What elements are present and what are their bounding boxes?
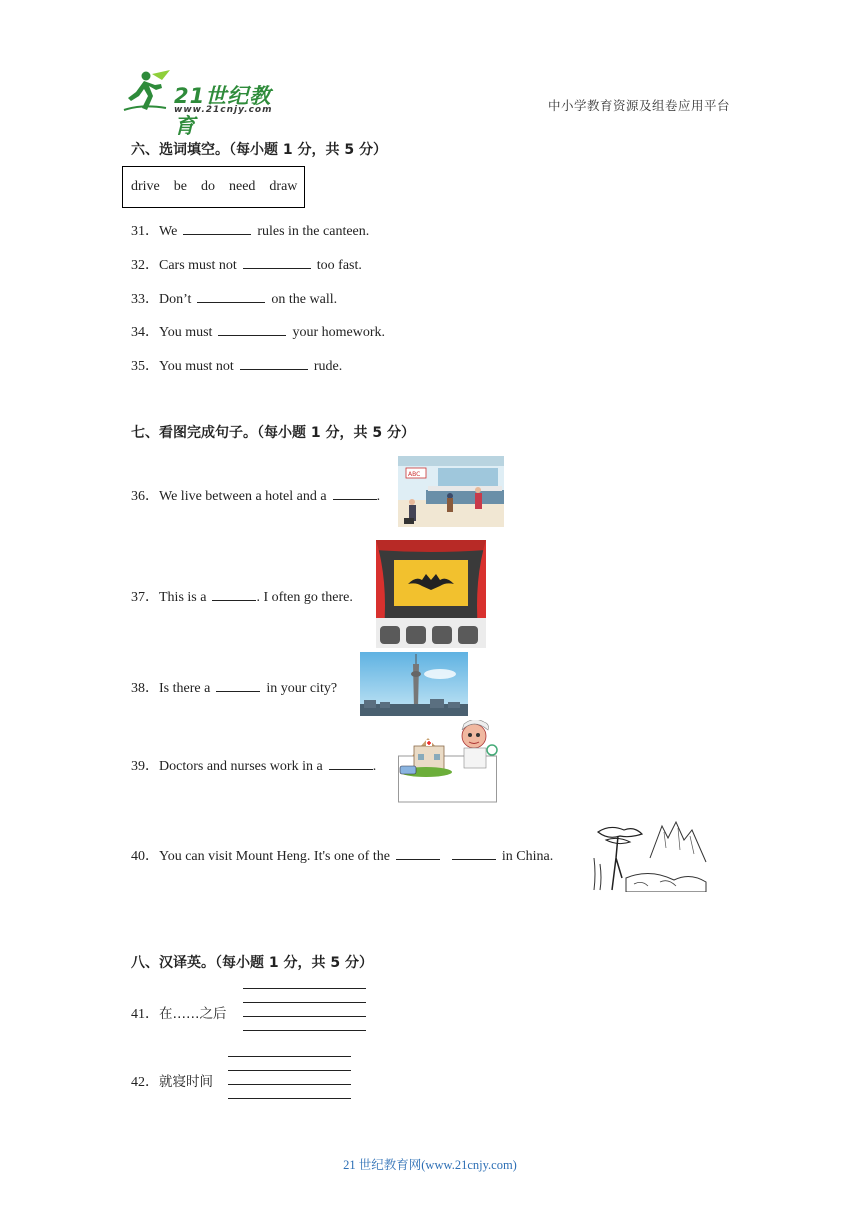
answer-blank[interactable] <box>240 357 308 370</box>
answer-line[interactable] <box>243 1002 366 1003</box>
bank-sign-text: ABC <box>408 471 421 478</box>
question-32: 32．Cars must not too fast. <box>131 258 362 273</box>
question-35: 35．You must not rude. <box>131 359 343 374</box>
hospital-image <box>398 720 498 803</box>
word-bank-word: be <box>173 179 187 194</box>
question-33: 33．Don’t on the wall. <box>131 292 338 307</box>
question-38: 38．Is there a in your city? <box>131 681 338 696</box>
word-bank-word: need <box>228 179 256 194</box>
answer-blank[interactable] <box>183 222 251 235</box>
answer-line[interactable] <box>228 1084 351 1085</box>
word-bank-word: drive <box>131 179 160 194</box>
answer-blank[interactable] <box>218 323 286 336</box>
answer-line[interactable] <box>243 988 366 989</box>
bank-image <box>398 456 504 527</box>
header-platform-text: 中小学教育资源及组卷应用平台 <box>548 98 731 113</box>
answer-line[interactable] <box>243 1030 366 1031</box>
answer-line[interactable] <box>243 1016 366 1017</box>
question-40: 40．You can visit Mount Heng. It's one of the in China. <box>131 849 554 864</box>
answer-blank[interactable] <box>243 256 311 269</box>
answer-blank[interactable] <box>329 757 373 770</box>
answer-line[interactable] <box>228 1098 351 1099</box>
question-36: 36．We live between a hotel and a . <box>131 489 381 504</box>
word-bank-word: draw <box>269 179 298 194</box>
logo-url: www.21cnjy.com <box>174 105 273 115</box>
section-8-title: 八、汉译英。（每小题 1 分，共 5 分） <box>131 955 373 971</box>
answer-blank[interactable] <box>212 588 256 601</box>
cinema-image <box>376 540 486 648</box>
question-34: 34．You must your homework. <box>131 325 385 340</box>
answer-blank[interactable] <box>216 679 260 692</box>
question-41: 41．在……之后 <box>131 1006 227 1022</box>
answer-blank[interactable] <box>333 487 377 500</box>
answer-blank[interactable] <box>197 290 265 303</box>
footer-link[interactable]: 21 世纪教育网(www.21cnjy.com) <box>343 1158 517 1172</box>
tv-tower-image <box>360 652 468 716</box>
question-42: 42．就寝时间 <box>131 1074 213 1090</box>
section-7-title: 七、看图完成句子。（每小题 1 分，共 5 分） <box>131 425 415 441</box>
answer-blank[interactable] <box>452 847 496 860</box>
answer-line[interactable] <box>228 1070 351 1071</box>
logo-text: 21世纪教育 <box>174 84 272 138</box>
word-bank-box <box>122 166 305 208</box>
question-31: 31．We rules in the canteen. <box>131 224 370 239</box>
mountain-image <box>590 818 708 892</box>
section-6-title: 六、选词填空。（每小题 1 分，共 5 分） <box>131 142 387 158</box>
question-37: 37．This is a . I often go there. <box>131 590 353 605</box>
runner-icon <box>122 68 174 116</box>
word-bank-word: do <box>200 179 215 194</box>
answer-line[interactable] <box>228 1056 351 1057</box>
site-logo <box>122 68 292 138</box>
answer-blank[interactable] <box>396 847 440 860</box>
question-39: 39．Doctors and nurses work in a . <box>131 759 377 774</box>
